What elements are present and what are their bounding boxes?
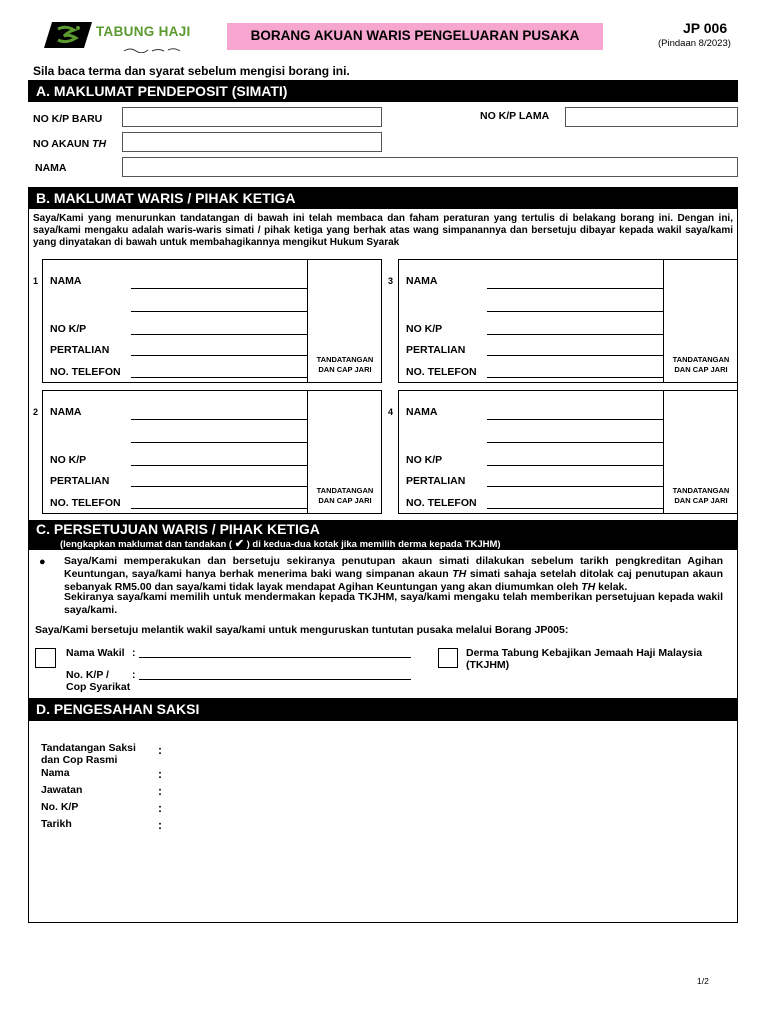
heir-1-nama-line-1[interactable] (131, 288, 307, 289)
no-kp-baru-input[interactable] (122, 107, 382, 127)
p1-part-b: simati sahaja setelah ditolak caj penutupan akaun sebanyak RM5.00 dan saya/kami tidak layak mendapat Agihan Keuntungan yang akan diumumkan oleh (64, 567, 723, 593)
saksi-nokp-label: No. K/P (41, 801, 79, 813)
heir-4-nama-line-2[interactable] (487, 442, 663, 443)
no-kp-lama-input[interactable] (565, 107, 738, 127)
heir-3-nama-label: NAMA (406, 275, 438, 287)
heir-3-sign-label-1: TANDATANGAN (672, 355, 730, 364)
heir-3-nama-line-1[interactable] (487, 288, 663, 289)
no-akaun-th-text: TH (92, 138, 107, 150)
section-c-title: C. PERSETUJUAN WARIS / PIHAK KETIGA (36, 521, 320, 537)
saksi-nama-label: Nama (41, 767, 70, 779)
cop-syarikat-label: Cop Syarikat (66, 681, 131, 693)
heir-2-nama-label: NAMA (50, 406, 82, 418)
saksi-nokp-colon[interactable]: : (158, 801, 162, 815)
heir-2-nokp-line[interactable] (131, 465, 307, 466)
heir-2-telefon-label: NO. TELEFON (50, 497, 121, 509)
heir-1-nama-label: NAMA (50, 275, 82, 287)
section-a-header: A. MAKLUMAT PENDEPOSIT (SIMATI) (28, 80, 738, 102)
no-kp-lama-label: NO K/P LAMA (480, 110, 550, 122)
section-c-subtitle-pre: (lengkapkan maklumat dan tandakan ( (60, 539, 233, 550)
saksi-tarikh-label: Tarikh (41, 818, 72, 830)
heir-2-pertalian-line[interactable] (131, 486, 307, 487)
saksi-tandatangan-colon[interactable]: : (158, 743, 162, 757)
saksi-tandatangan-label: Tandatangan Saksi (41, 742, 136, 754)
heir-3-number: 3 (388, 276, 394, 286)
heir-3-nokp-label: NO K/P (406, 323, 443, 335)
heir-1-telefon-line[interactable] (131, 377, 307, 378)
no-akaun-text: NO AKAUN (33, 138, 90, 150)
logo-text: TABUNG HAJI (96, 24, 191, 39)
heir-4-nama-label: NAMA (406, 406, 438, 418)
derma-label-2: (TKJHM) (466, 659, 510, 671)
nama-simati-label: NAMA (35, 162, 67, 174)
saksi-nama-colon[interactable]: : (158, 767, 162, 781)
instruction-text: Sila baca terma dan syarat sebelum mengisi borang ini. (33, 64, 350, 78)
logo (44, 20, 194, 52)
no-akaun-label (33, 138, 106, 150)
heir-3-nama-line-2[interactable] (487, 311, 663, 312)
form-title: BORANG AKUAN WARIS PENGELUARAN PUSAKA (227, 23, 603, 50)
heir-2-telefon-line[interactable] (131, 508, 307, 509)
nama-simati-input[interactable] (122, 157, 738, 177)
nama-wakil-line[interactable] (139, 657, 411, 658)
heir-1-nama-line-2[interactable] (131, 311, 307, 312)
heir-4-box (398, 390, 738, 514)
bullet-icon: ● (39, 556, 46, 568)
heir-1-sign-label-2: DAN CAP JARI (318, 365, 372, 374)
heir-1-signature-area[interactable] (307, 259, 382, 383)
p1-th: TH (452, 567, 467, 580)
heir-3-pertalian-label: PERTALIAN (406, 344, 466, 356)
heir-4-nokp-line[interactable] (487, 465, 663, 466)
heir-3-nokp-line[interactable] (487, 334, 663, 335)
heir-1-nokp-label: NO K/P (50, 323, 87, 335)
heir-1-telefon-label: NO. TELEFON (50, 366, 121, 378)
p1-part-a: Saya/Kami memperakukan dan bersetuju sekiranya penutupan akaun simati dilakukan sebelum tarikh pengkreditan Agihan Keuntungan, saya/kami hanya berhak menerima baki wang simpanan akaun (64, 555, 723, 580)
no-kp-baru-label: NO K/P BARU (33, 113, 103, 125)
section-c-subtitle-post: ) di kedua-dua kotak jika memilih derma kepada TKJHM) (246, 539, 501, 550)
heir-3-sign-label-2: DAN CAP JARI (674, 365, 728, 374)
heir-2-number: 2 (33, 407, 39, 417)
saksi-cop-label: dan Cop Rasmi (41, 754, 118, 766)
heir-3-telefon-line[interactable] (487, 377, 663, 378)
section-b-intro: Saya/Kami yang menurunkan tandatangan di bawah ini telah membaca dan faham peraturan yang tertulis di belakang borang ini. Dengan ini, saya/kami mengaku adalah waris-waris simati / pihak ketiga yang berhak atas wang simpanannya dan bersetuju dibayar kepada wakil saya/kami yang dinyatakan di bawah untuk membahagikannya mengikut Hukum Syarak (33, 213, 733, 249)
heir-4-pertalian-line[interactable] (487, 486, 663, 487)
heir-2-nokp-label: NO K/P (50, 454, 87, 466)
p1-part-c: kelak. (598, 580, 628, 593)
heir-4-nokp-label: NO K/P (406, 454, 443, 466)
heir-4-nama-line-1[interactable] (487, 419, 663, 420)
heir-2-box (42, 390, 382, 514)
p1-th-2: TH (581, 580, 596, 593)
nokp-wakil-label: No. K/P / (66, 669, 109, 681)
derma-label-1: Derma Tabung Kebajikan Jemaah Haji Malaysia (466, 647, 703, 659)
heir-4-number: 4 (388, 407, 394, 417)
heir-2-sign-label-1: TANDATANGAN (316, 486, 374, 495)
section-d-header: D. PENGESAHAN SAKSI (28, 698, 738, 721)
nokp-wakil-colon: : (132, 669, 136, 681)
form-code: JP 006 (683, 20, 728, 36)
logo-jawi-text-icon (122, 40, 184, 47)
saksi-tarikh-colon[interactable]: : (158, 818, 162, 832)
no-akaun-input[interactable] (122, 132, 382, 152)
nama-wakil-colon: : (132, 647, 136, 659)
section-c-agree-text: Saya/Kami bersetuju melantik wakil saya/kami untuk menguruskan tuntutan pusaka melalui Borang JP005: (35, 624, 569, 636)
heir-4-sign-label-1: TANDATANGAN (672, 486, 730, 495)
tabung-haji-logo-icon (44, 20, 94, 50)
heir-1-box (42, 259, 382, 383)
heir-3-box (398, 259, 738, 383)
heir-3-telefon-label: NO. TELEFON (406, 366, 477, 378)
page-number: 1/2 (697, 976, 709, 986)
heir-4-sign-label-2: DAN CAP JARI (674, 496, 728, 505)
heir-2-sign-label-2: DAN CAP JARI (318, 496, 372, 505)
heir-1-sign-label-1: TANDATANGAN (316, 355, 374, 364)
heir-1-pertalian-line[interactable] (131, 355, 307, 356)
section-c-paragraph-2: Sekiranya saya/kami memilih untuk mendermakan kepada TKJHM, saya/kami mengaku telah memberikan persetujuan kepada wakil saya/kami. (64, 591, 723, 616)
derma-checkbox[interactable] (438, 648, 458, 668)
heir-4-telefon-label: NO. TELEFON (406, 497, 477, 509)
heir-2-signature-area[interactable] (307, 390, 382, 514)
nama-wakil-label: Nama Wakil (66, 647, 125, 659)
saksi-jawatan-colon[interactable]: : (158, 784, 162, 798)
saksi-jawatan-label: Jawatan (41, 784, 83, 796)
form-revision: (Pindaan 8/2023) (658, 38, 731, 49)
wakil-checkbox[interactable] (35, 648, 56, 668)
heir-1-pertalian-label: PERTALIAN (50, 344, 110, 356)
heir-4-telefon-line[interactable] (487, 508, 663, 509)
nokp-wakil-line[interactable] (139, 679, 411, 680)
heir-4-pertalian-label: PERTALIAN (406, 475, 466, 487)
heir-3-pertalian-line[interactable] (487, 355, 663, 356)
heir-2-pertalian-label: PERTALIAN (50, 475, 110, 487)
heir-2-nama-line-2[interactable] (131, 442, 307, 443)
heir-3-signature-area[interactable] (663, 259, 738, 383)
section-c-paragraph-1 (64, 555, 723, 593)
section-c-subtitle (60, 537, 501, 550)
tick-icon: ✔ (234, 538, 244, 550)
section-b-header: B. MAKLUMAT WARIS / PIHAK KETIGA (28, 187, 738, 209)
heir-2-nama-line-1[interactable] (131, 419, 307, 420)
heir-4-signature-area[interactable] (663, 390, 738, 514)
heir-1-number: 1 (33, 276, 39, 286)
section-c-header (28, 520, 738, 550)
heir-1-nokp-line[interactable] (131, 334, 307, 335)
